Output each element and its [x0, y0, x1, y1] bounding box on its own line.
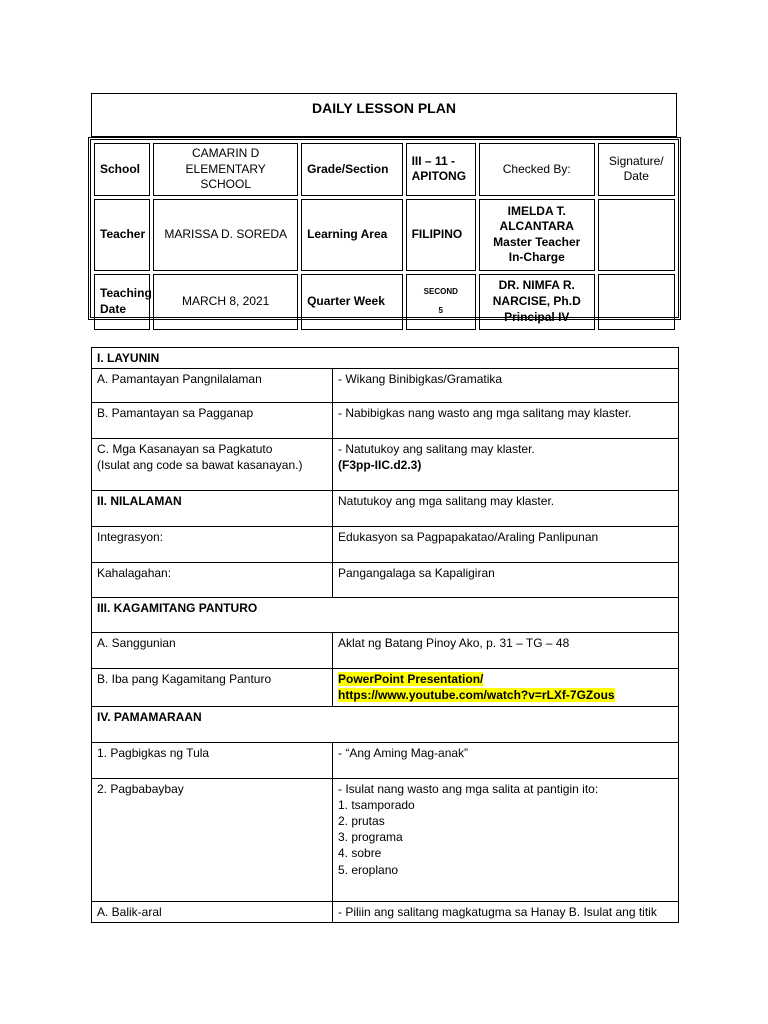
school-label: School: [94, 143, 150, 196]
youtube-link[interactable]: https://www.youtube.com/watch?v=rLXf-7GZous: [338, 688, 615, 703]
row-value-kahalagahan: Pangangalaga sa Kapaligiran: [333, 563, 679, 598]
table-row: [92, 633, 679, 669]
row-value-nilalaman: Natutukoy ang mga salitang may klaster.: [333, 491, 679, 527]
powerpoint-text: PowerPoint Presentation/: [338, 672, 484, 687]
row-label-kahalagahan: Kahalagahan:: [92, 563, 333, 598]
table-row: [92, 778, 679, 901]
row-label-sanggunian: A. Sanggunian: [92, 633, 333, 669]
header-row-school: [94, 143, 675, 196]
list-item: 3. programa: [338, 830, 403, 845]
row-value-pamantayan-pangnilalaman: - Wikang Binibigkas/Gramatika: [333, 369, 679, 403]
kasanayan-code: (F3pp-IIC.d2.3): [338, 458, 422, 473]
teaching-date-label: Teaching Date: [94, 274, 150, 330]
signature-date-label: Signature/ Date: [598, 143, 675, 196]
checker-master-teacher: IMELDA T. ALCANTARA Master Teacher In-Charge: [479, 199, 595, 271]
teacher-value: MARISSA D. SOREDA: [153, 199, 298, 271]
teacher-label: Teacher: [94, 199, 150, 271]
pagbabaybay-instruction: - Isulat nang wasto ang mga salita at pantigin ito:: [338, 781, 599, 796]
row-value-iba-pang-kagamitan: [333, 669, 679, 706]
row-value-sanggunian: Aklat ng Batang Pinoy Ako, p. 31 – TG – 48: [333, 633, 679, 669]
teaching-date-value: MARCH 8, 2021: [153, 274, 298, 330]
section-row-nilalaman: [92, 491, 679, 527]
grade-section-label: Grade/Section: [301, 143, 403, 196]
learning-area-value: FILIPINO: [406, 199, 476, 271]
row-label-pamantayan-pagganap: B. Pamantayan sa Pagganap: [92, 403, 333, 439]
quarter-value: SECOND: [423, 286, 458, 296]
table-row: [92, 901, 679, 922]
row-label-iba-pang-kagamitan: B. Iba pang Kagamitang Panturo: [92, 669, 333, 706]
checked-by-label: Checked By:: [479, 143, 595, 196]
table-row: [92, 669, 679, 706]
checker-principal: DR. NIMFA R. NARCISE, Ph.D Principal IV: [479, 274, 595, 330]
table-row: [92, 563, 679, 598]
section-heading-pamamaraan: IV. PAMAMARAAN: [92, 706, 679, 742]
list-item: 5. eroplano: [338, 862, 399, 877]
header-row-date: [94, 274, 675, 330]
row-label-pamantayan-pangnilalaman: A. Pamantayan Pangnilalaman: [92, 369, 333, 403]
section-row-layunin: [92, 348, 679, 369]
list-item: 4. sobre: [338, 846, 382, 861]
row-value-integrasyon: Edukasyon sa Pagpapakatao/Araling Panlipunan: [333, 527, 679, 563]
list-item: 1. tsamporado: [338, 797, 415, 812]
learning-area-label: Learning Area: [301, 199, 403, 271]
section-heading-nilalaman: II. NILALAMAN: [92, 491, 333, 527]
week-value: 5: [438, 306, 443, 316]
lesson-plan-table: [91, 347, 679, 923]
section-row-kagamitan: [92, 598, 679, 633]
signature-cell-2: [598, 274, 675, 330]
quarter-week-label: Quarter Week: [301, 274, 403, 330]
table-row: [92, 369, 679, 403]
section-row-pamamaraan: [92, 706, 679, 742]
row-value-balik-aral: - Piliin ang salitang magkatugma sa Hanay B. Isulat ang titik: [333, 901, 679, 922]
table-row: [92, 439, 679, 491]
list-item: 2. prutas: [338, 813, 385, 828]
section-heading-layunin: I. LAYUNIN: [92, 348, 679, 369]
row-value-pamantayan-pagganap: - Nabibigkas nang wasto ang mga salitang may klaster.: [333, 403, 679, 439]
lesson-plan-title-box: [91, 93, 677, 137]
row-label-pagbabaybay: 2. Pagbabaybay: [92, 778, 333, 901]
quarter-week-value: [406, 274, 476, 330]
table-row: [92, 403, 679, 439]
section-heading-kagamitan: III. KAGAMITANG PANTURO: [92, 598, 679, 633]
table-row: [92, 527, 679, 563]
row-label-balik-aral: A. Balik-aral: [92, 901, 333, 922]
row-value-kasanayan: [333, 439, 679, 491]
header-table: [91, 140, 678, 333]
row-label-pagbigkas-tula: 1. Pagbigkas ng Tula: [92, 742, 333, 778]
signature-cell-1: [598, 199, 675, 271]
table-row: [92, 742, 679, 778]
kasanayan-value: - Natutukoy ang salitang may klaster.: [338, 442, 535, 457]
row-value-pagbabaybay: [333, 778, 679, 901]
page-title: DAILY LESSON PLAN: [312, 100, 456, 116]
row-label-kasanayan: [92, 439, 333, 491]
school-value: CAMARIN D ELEMENTARY SCHOOL: [153, 143, 298, 196]
kasanayan-label-line2: (Isulat ang code sa bawat kasanayan.): [97, 458, 303, 473]
row-label-integrasyon: Integrasyon:: [92, 527, 333, 563]
kasanayan-label-line1: C. Mga Kasanayan sa Pagkatuto: [97, 442, 273, 457]
row-value-pagbigkas-tula: - “Ang Aming Mag-anak”: [333, 742, 679, 778]
header-row-teacher: [94, 199, 675, 271]
grade-section-value: III – 11 - APITONG: [406, 143, 476, 196]
